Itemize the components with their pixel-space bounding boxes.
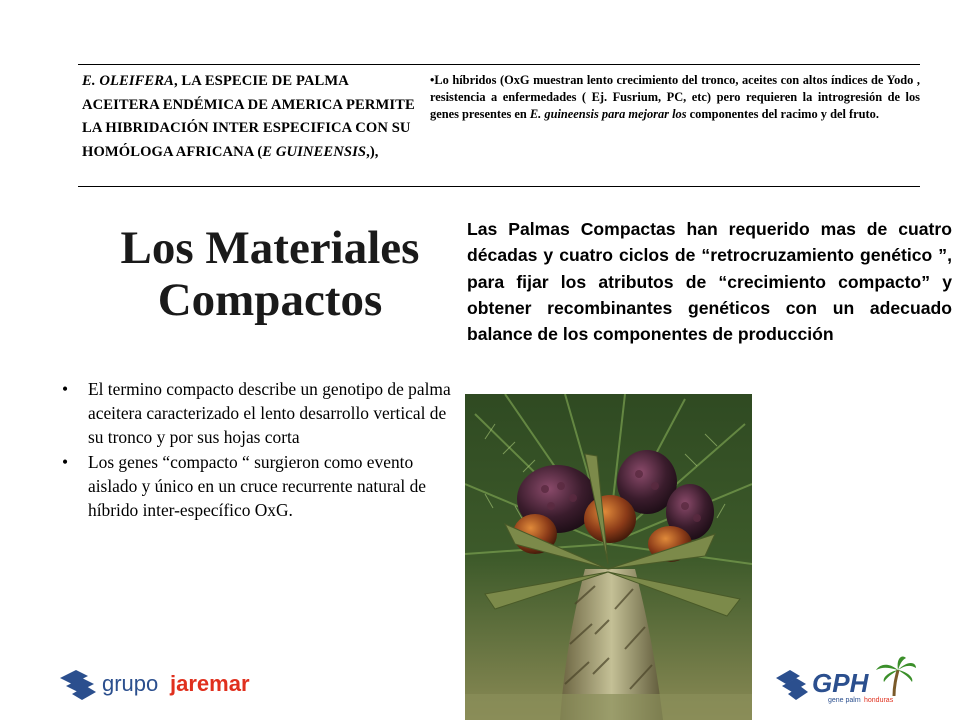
oil-palm-photo: [465, 394, 752, 720]
header-right-body: Lo híbridos (OxG muestran lento crecimiento del tronco, aceites con altos índices de Yodo , resistencia a enfermedades ( Ej. Fusrium, PC, etc) pero requieren la introgresión de los genes presentes en: [430, 73, 920, 121]
header-left-end: ,),: [366, 143, 379, 160]
header-right-text: [430, 72, 920, 123]
logo-jaremar-text: jaremar: [170, 671, 250, 696]
bullet-text: El termino compacto describe un genotipo de palma aceitera caracterizado el lento desarrollo vertical de su tronco y por sus hojas corta: [88, 379, 451, 447]
slide-title: [90, 222, 450, 326]
header-right-end: componentes del racimo y del fruto.: [686, 107, 879, 121]
header-bullet: •: [430, 73, 435, 87]
gph-logo: [776, 656, 916, 704]
bullet-marker: •: [62, 379, 69, 399]
header-top-rule: [78, 64, 920, 65]
palm-illustration: [465, 394, 752, 720]
bullet-text: Los genes “compacto “ surgieron como evento aislado y único en un cruce recurrente natural de híbrido inter-específico OxG.: [88, 452, 426, 520]
list-item: [60, 451, 460, 522]
bullet-marker: •: [62, 452, 69, 473]
logo-gene-palm-text: gene palm: [828, 697, 861, 704]
header-bottom-rule: [78, 186, 920, 187]
title-line-2: Compactos: [157, 274, 383, 326]
right-paragraph: Las Palmas Compactas han requerido mas de cuatro décadas y cuatro ciclos de “retrocruzamiento genético ”, para fijar los atributos de “crecimiento compacto” y obtener recombinantes genéticos con un adecuado balance de los componentes de producción: [467, 219, 952, 345]
logo-honduras-text: honduras: [864, 697, 894, 704]
grupo-jaremar-logo: [58, 664, 278, 700]
logo-gph-text: GPH: [812, 668, 869, 698]
palm-tree-icon: [876, 657, 916, 697]
logo-grupo-text: grupo: [102, 671, 159, 696]
header-left-body: , LA ESPECIE DE PALMA ACEITERA ENDÉMICA DE AMERICA PERMITE LA HIBRIDACIÓN INTER ESPECIFICA CON SU HOMÓLOGA AFRICANA (: [82, 73, 415, 160]
list-item: [60, 378, 460, 449]
header-left-text: [82, 70, 422, 164]
bullet-list: [60, 378, 460, 523]
species-name-2: E GUINEENSIS: [262, 143, 367, 160]
gph-mark-icon: [776, 656, 916, 704]
header-right-italic: E. guineensis para mejorar los: [529, 107, 687, 121]
title-line-1: Los Materiales: [120, 222, 420, 274]
jaremar-mark-icon: [58, 664, 278, 700]
species-name: E. OLEIFERA: [82, 73, 174, 89]
